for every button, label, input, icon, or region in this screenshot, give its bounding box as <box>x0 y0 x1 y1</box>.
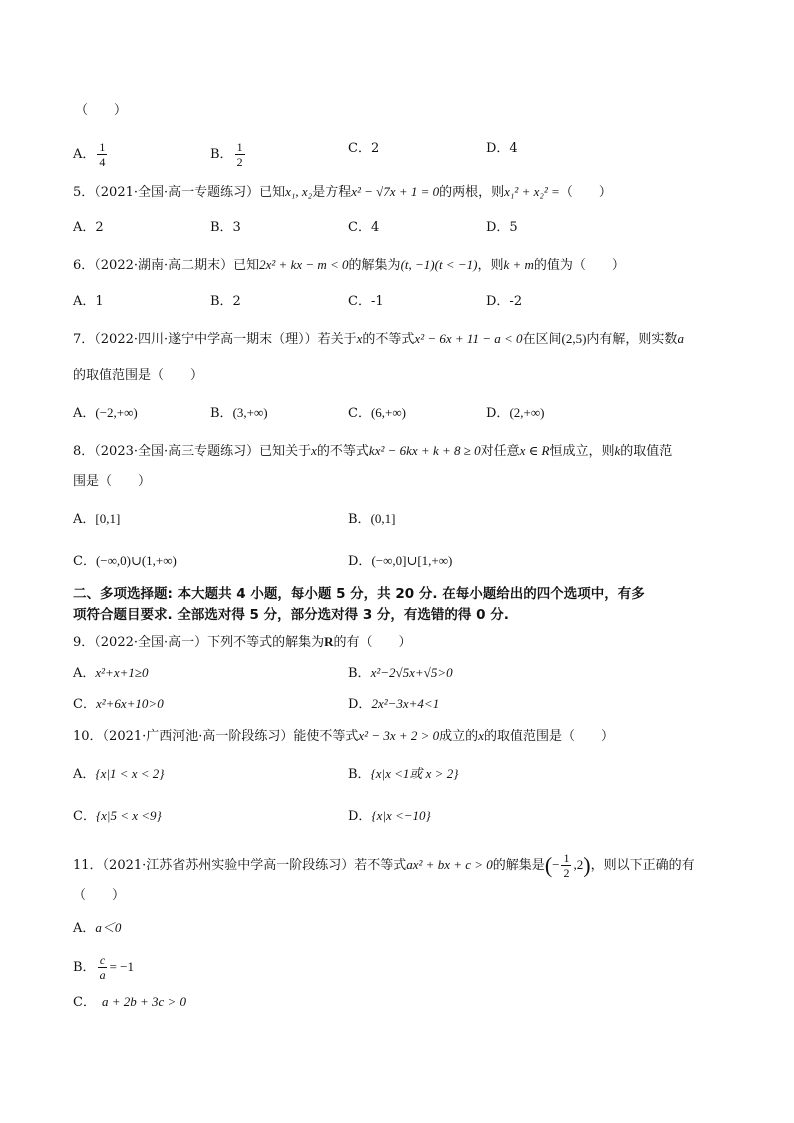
q5-stem: 5．（2021·全国·高一专题练习）已知x₁, x₂是方程x² − √7x + 1 = 0的两根，则x₁² + x₂² =（ ） <box>73 184 612 200</box>
q6-stem: 6．（2022·湖南·高二期末）已知2x² + kx − m < 0的解集为(t, −1)(t < −1)，则k + m的值为（ ） <box>73 257 625 273</box>
q10-option-d: D．{x|x <−10} <box>348 808 431 824</box>
q6-option-c: C．-1 <box>348 294 384 309</box>
q9-option-c: C．x²+6x+10>0 <box>73 696 164 712</box>
q9-stem: 9．（2022·全国·高一）下列不等式的解集为R的有（ ） <box>73 634 412 650</box>
q6-option-a: A．1 <box>73 294 104 309</box>
q11-stem-line2: （ ） <box>73 888 126 903</box>
q9-option-a: A．x²+x+1≥0 <box>73 665 149 681</box>
q10-option-b: B．{x|x <1或 x > 2} <box>348 766 459 782</box>
fraction: $\frac{1}{4}$ <box>99 140 106 169</box>
q9-option-b: B．x²−2√5x+√5>0 <box>348 665 453 681</box>
q8-stem: 8．（2023·全国·高三专题练习）已知关于x的不等式kx² − 6kx + k + 8 ≥ 0对任意x ∈ R恒成立，则k的取值范 <box>73 443 673 459</box>
q5-option-d: D．5 <box>486 220 518 235</box>
fraction: $\frac{1}{2}$ <box>236 140 243 169</box>
q8-stem-line2: 围是（ ） <box>73 474 152 489</box>
q4-option-b: B． $\frac{1}{2}$ <box>210 140 243 169</box>
fraction: $\frac{c}{a}$ <box>99 953 106 982</box>
q7-stem-line2: 的取值范围是（ ） <box>73 368 204 383</box>
q9-option-d: D．2x²−3x+4<1 <box>348 696 440 712</box>
q6-option-d: D．-2 <box>486 294 523 309</box>
q11-stem: 11．（2021·江苏省苏州实验中学高一阶段练习）若不等式ax² + bx + c > 0的解集是(− $\frac{1}{2}$ ,2)，则以下正确的有 <box>73 851 695 880</box>
section-2-heading: 二、多项选择题: 本大题共 4 小题，每小题 5 分，共 20 分. 在每小题给出的四个选项中，有多 <box>73 586 645 602</box>
q10-option-a: A．{x|1 < x < 2} <box>73 766 165 782</box>
q8-option-c: C．(−∞,0)∪(1,+∞) <box>73 553 177 569</box>
section-2-instructions: 项符合题目要求. 全部选对得 5 分，部分选对得 3 分，有选错的得 0 分. <box>73 607 509 623</box>
q7-option-c: C．(6,+∞) <box>348 405 406 421</box>
q4-option-c: C．2 <box>348 141 380 156</box>
q5-option-a: A．2 <box>73 220 104 235</box>
q5-option-c: C．4 <box>348 220 380 235</box>
q7-option-b: B．(3,+∞) <box>210 405 268 421</box>
q7-option-a: A．(−2,+∞) <box>73 405 138 421</box>
q8-option-d: D．(−∞,0]∪[1,+∞) <box>348 553 453 569</box>
q7-option-d: D．(2,+∞) <box>486 405 545 421</box>
q10-option-c: C．{x|5 < x <9} <box>73 808 162 824</box>
q7-stem: 7．（2022·四川·遂宁中学高一期末（理））若关于x的不等式x² − 6x + 11 − a < 0在区间(2,5)内有解，则实数a <box>73 331 684 347</box>
q4-option-a: A． $\frac{1}{4}$ <box>73 140 106 169</box>
q11-option-a: A．a＜0 <box>73 920 122 936</box>
q11-option-b: B． $\frac{c}{a}$ = −1 <box>73 953 134 982</box>
q6-option-b: B．2 <box>210 294 241 309</box>
q4-answer-paren: （ ） <box>75 103 128 118</box>
fraction: $\frac{1}{2}$ <box>563 851 570 880</box>
q10-stem: 10．（2021·广西河池·高一阶段练习）能使不等式x² − 3x + 2 > 0成立的x的取值范围是（ ） <box>73 728 614 744</box>
q5-option-b: B．3 <box>210 220 241 235</box>
q8-option-a: A．[0,1] <box>73 511 121 527</box>
q8-option-b: B．(0,1] <box>348 511 396 527</box>
q4-option-d: D．4 <box>486 141 518 156</box>
q11-option-c: C． a + 2b + 3c > 0 <box>73 994 187 1010</box>
